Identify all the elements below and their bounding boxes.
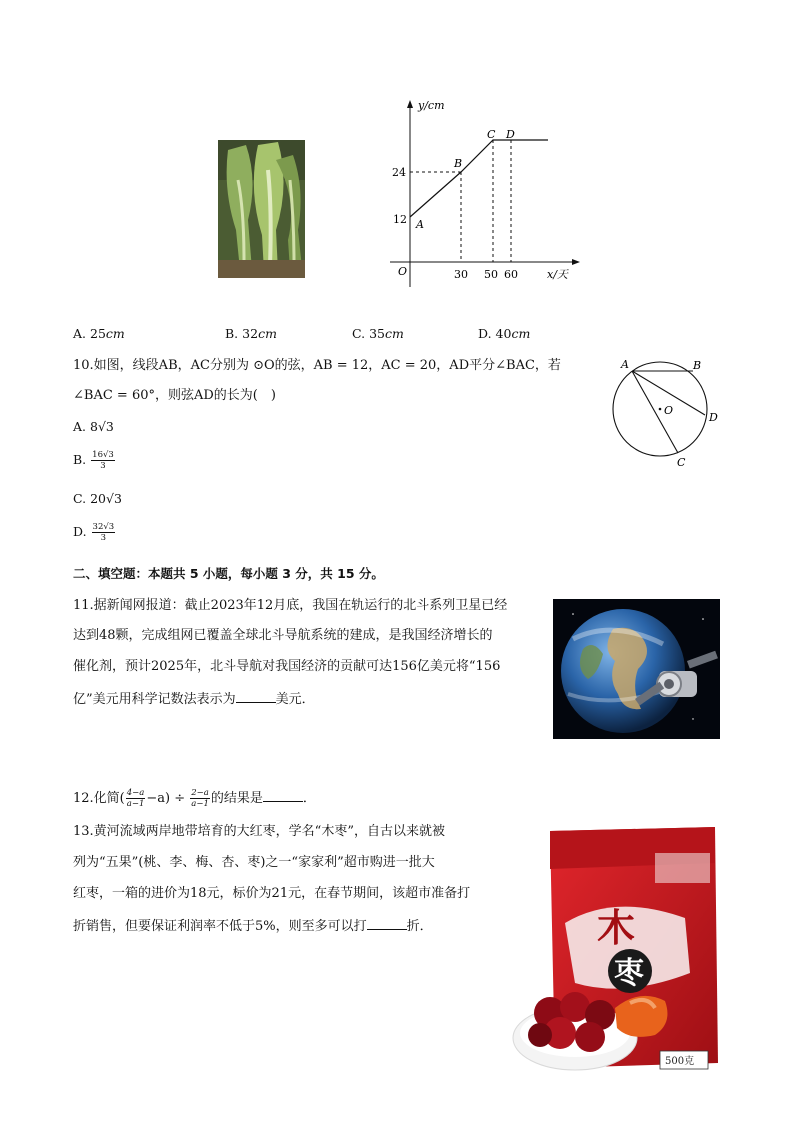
point-c-label: C — [487, 128, 496, 141]
circle-figure — [605, 352, 735, 472]
package-title-zao: 枣 — [614, 956, 644, 991]
section-2-heading: 二、填空题：本题共 5 小题，每小题 3 分，共 15 分。 — [73, 566, 384, 581]
red-dates-package-image — [505, 823, 720, 1078]
origin-label: O — [398, 265, 408, 278]
q10-choice-d[interactable]: D. $\frac{32√3}{3}$ — [73, 522, 115, 543]
point-a-label: A — [416, 218, 424, 231]
q12-fraction-1: $\frac{4-a}{a-1}$ — [126, 788, 145, 809]
x-tick-60: 60 — [504, 268, 518, 281]
point-d-label: D — [506, 128, 515, 141]
point-b-label: B — [454, 157, 463, 170]
plant-photo — [218, 140, 305, 278]
q9-choice-d[interactable]: D. 40cm — [478, 326, 531, 341]
q9-choice-c[interactable]: C. 35cm — [352, 326, 404, 341]
growth-graph — [380, 95, 590, 290]
circle-point-c: C — [677, 456, 686, 469]
y-axis-label: y/cm — [418, 99, 445, 112]
q11-line-1: 11.据新闻网报道：截止2023年12月底，我国在轨运行的北斗系列卫星已经 — [73, 598, 508, 613]
q9-choice-b[interactable]: B. 32cm — [225, 326, 277, 341]
package-title-mu: 木 — [597, 905, 636, 950]
q10-choice-b[interactable]: B. $\frac{16√3}{3}$ — [73, 450, 114, 471]
q9-choice-a[interactable]: A. 25cm — [73, 326, 125, 341]
q13-line-2: 列为“五果”(桃、李、梅、杏、枣)之一“家家利”超市购进一批大 — [73, 855, 435, 870]
q11-line-4: 亿”美元用科学记数法表示为 美元． — [73, 692, 315, 707]
y-tick-12: 12 — [393, 213, 407, 226]
package-weight: 500克 — [665, 1056, 695, 1067]
x-axis-label: x/天 — [547, 268, 568, 281]
q10-choice-c[interactable]: C. 20√3 — [73, 491, 122, 506]
q11-answer-blank[interactable] — [236, 690, 276, 703]
q13-line-1: 13.黄河流域两岸地带培育的大红枣，学名“木枣”，自古以来就被 — [73, 824, 445, 839]
q12-fraction-2: $\frac{2-a}{a-1}$ — [191, 788, 209, 809]
circle-point-a: A — [621, 358, 629, 371]
q10-stem-line-2: ∠BAC = 60°，则弦AD的长为( ) — [73, 388, 276, 403]
q13-line-4: 折销售，但要保证利润率不低于5%，则至多可以打 折． — [73, 919, 433, 934]
circle-center-o: O — [664, 404, 674, 417]
q11-line-3: 催化剂，预计2025年，北斗导航对我国经济的贡献可达156亿美元将“156 — [73, 659, 501, 674]
q12-line: 12.化简( $\frac{4-a}{a-1}$ −a) ÷ $\frac{2-a}{a-1}$ 的结果是 ． — [73, 788, 316, 809]
q10-choice-a[interactable]: A. 8√3 — [73, 419, 114, 434]
circle-point-d: D — [709, 411, 718, 424]
x-tick-50: 50 — [484, 268, 498, 281]
circle-point-b: B — [693, 359, 702, 372]
y-tick-24: 24 — [392, 166, 406, 179]
q11-line-2: 达到48颗，完成组网已覆盖全球北斗导航系统的建成，是我国经济增长的 — [73, 628, 493, 643]
earth-satellite-image — [553, 599, 720, 739]
q10-stem-line-1: 10.如图，线段AB，AC分别为 ⊙O的弦，AB = 12，AC = 20，AD平分∠BAC，若 — [73, 358, 561, 373]
q13-line-3: 红枣，一箱的进价为18元，标价为21元，在春节期间，该超市准备打 — [73, 886, 471, 901]
q12-answer-blank[interactable] — [263, 789, 303, 802]
x-tick-30: 30 — [454, 268, 468, 281]
q13-answer-blank[interactable] — [367, 917, 407, 930]
